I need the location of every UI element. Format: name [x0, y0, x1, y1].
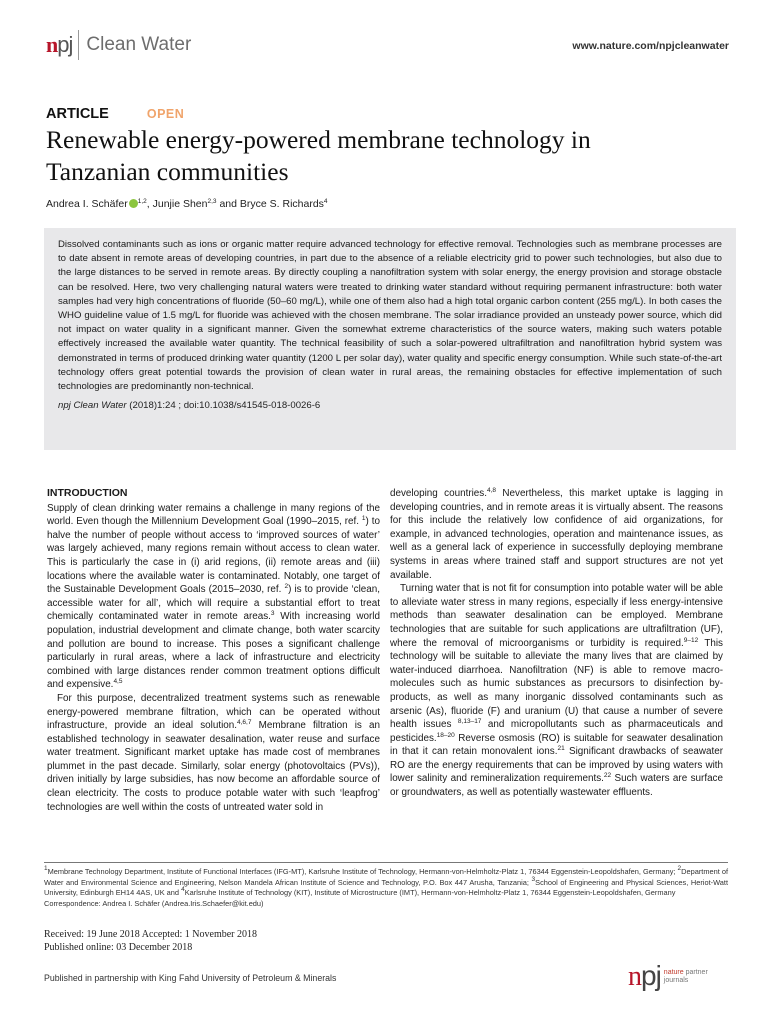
body-paragraph: developing countries.$^{4,8}$ Nevertheless, this market uptake is lagging in developing countries, and in remote areas it is virtually absent. The reasons for this include the relatively low confidence of aid organizations, for example, in advanced technologies, operation and maintenance issues, as well as a general lack of experience in successfully deploying membrane systems in areas where trained staff and support structures are not yet available.	[390, 487, 723, 581]
partnership-note: Published in partnership with King Fahd University of Petroleum & Minerals	[44, 973, 337, 983]
author-affiliation: 2,3	[207, 198, 217, 205]
received-accepted-dates: Received: 19 June 2018 Accepted: 1 November 2018	[44, 929, 257, 940]
author-separator: ,	[146, 198, 153, 210]
author-name[interactable]: Andrea I. Schäfer	[46, 198, 128, 210]
npj-logo: npj	[46, 32, 73, 57]
body-paragraph: For this purpose, decentralized treatment systems such as renewable energy-powered membrane filtration, which can be operated without infrastructure, provide an ideal solution.$^{4,6,7}$ Membrane filtration is an established technology in seawater desalination, water reuse and surface water treatment. Significant market uptake has made cost of membranes plummet in the past decade. Similarly, solar energy (photovoltaics (PVs)), driven initially by large subsidies, has now become an affordable source of clean electricity. The costs to produce potable water with such ‘leapfrog’ technologies are well within the costs of untreated water sold in	[47, 692, 380, 813]
citation-journal: npj Clean Water	[58, 400, 127, 412]
affiliations	[44, 867, 728, 909]
reference-link[interactable]: 21	[557, 745, 565, 753]
reference-link[interactable]: 4,5	[113, 678, 123, 686]
affiliation-text: $^1$Membrane Technology Department, Institute of Functional Interfaces (IFG-MT), Karlsruhe Institute of Technology, Hermann-von-Helmholtz-Platz 1, 76344 Eggenstein-Leopoldshafen, Germany; $^2$Department of Water and Environmental Science and Engineering, Nelson Mandela African Institute of Science and Technology, P.O. Box 447 Arusha, Tanzania; $^3$School of Engineering and Physical Sciences, Heriot-Watt University, Edinburgh EH14 4AS, UK and $^4$Karlsruhe Institute of Technology (KIT), Institute of Microstructure (IMT), Hermann-von-Helmholtz-Platz 1, 76344 Eggenstein-Leopoldshafen, Germany	[44, 865, 728, 898]
npj-footer-logo: npj	[628, 960, 661, 992]
logo-divider	[78, 30, 79, 60]
citation-doi[interactable]: (2018)1:24 ; doi:10.1038/s41545-018-0026-6	[126, 400, 321, 412]
published-date: Published online: 03 December 2018	[44, 941, 193, 953]
author-name[interactable]: Bryce S. Richards	[239, 198, 324, 210]
reference-link[interactable]: 4,6,7	[237, 719, 252, 727]
citation-line	[58, 400, 722, 411]
publication-dates	[44, 929, 257, 954]
abstract-text: Dissolved contaminants such as ions or organic matter require advanced technology for effective removal. Technologies such as membrane processes are to date absent in remote areas of developing countries, in part due to the absence of a reliable electricity grid to power such technologies, but also due to the large distances to be served in remote areas. By directly coupling a nanofiltration system with solar energy, the energy provision and storage obstacle can be resolved. Here, two very challenging natural waters were treated to drinking water standard without requiring permanent infrastructure: both water samples had very high concentrations of fluoride (50–60 mg/L), while one of them also had a high total organic carbon content (255 mg/L). In both cases the WHO guideline value of 1.5 mg/L for fluoride was achieved with the chosen membrane. The solar irradiance provided an unsteady power source, which did not impact on water quality in a significant manner. Given the somewhat extreme characteristics of the source waters, making such waters potable effectively increased the available water quantity. The technical feasibility of such a solar-powered ultrafiltration and nanofiltration hybrid system was demonstrated in terms of produced drinking water quantity (1200 L per solar day), water quality and specific energy consumption. While such state-of-the-art technology offers great potential towards the provision of clean water in rural areas, the remaining obstacles for effective implementation of such technologies are predominantly non-technical.	[58, 239, 722, 393]
body-column-left	[47, 487, 380, 814]
footnote-divider	[44, 862, 728, 863]
author-name[interactable]: Junjie Shen	[152, 198, 208, 210]
body-column-right	[390, 487, 723, 800]
journal-url-link[interactable]: www.nature.com/npjcleanwater	[572, 40, 729, 52]
body-paragraph: Turning water that is not fit for consumption into potable water will be able to alleviate water stress in many regions, especially if less energy-intensive methods than seawater desalination can be employed. Membrane technologies that are suitable for such applications are ultrafiltration (UF), where the removal of microorganisms or turbidity is required.$^{9-12}$ This technology will be suitable to alleviate the many lives that are claimed by water-induced diarrhoea. Nanofiltration (NF) is able to remove macro-molecules such as humic substances as precursors to disinfection by-products, as well as many inorganic dissolved contaminants such as arsenic (As), fluoride (F) and uranium (U) that cause a number of severe health issues $^{8,13-17}$ and micropollutants such as pharmaceuticals and pesticides.$^{18-20}$ Reverse osmosis (RO) is suitable for seawater desalination in that it can retain monovalent ions.$^{21}$ Significant drawbacks of seawater RO are the energy requirements that can be improved by using waters with lower salinity and remineralization requirements.$^{22}$ Such waters are surface or groundwaters, as well as potentially wastewater effluents.	[390, 583, 724, 799]
author-list	[46, 198, 328, 210]
abstract-box	[44, 228, 736, 450]
correspondence[interactable]: Correspondence: Andrea I. Schäfer (Andrea.Iris.Schaefer@kit.edu)	[44, 898, 264, 908]
reference-link[interactable]: 22	[603, 772, 612, 780]
article-type-row	[46, 106, 184, 122]
reference-link[interactable]: 8,13–17	[457, 718, 482, 726]
partner-journals-text: nature partner journals	[663, 968, 708, 984]
author-affiliation: 4	[323, 198, 328, 205]
open-access-badge: OPEN	[146, 107, 185, 121]
npj-partner-logo	[628, 962, 708, 991]
reference-link[interactable]: 4,8	[486, 487, 497, 494]
reference-link[interactable]: 9–12	[683, 636, 699, 644]
article-title: Renewable energy-powered membrane technology in Tanzanian communities	[46, 125, 591, 186]
journal-logo	[46, 30, 191, 60]
body-paragraph: Supply of clean drinking water remains a challenge in many regions of the world. Even though the Millennium Development Goal (1990–2015, ref. $^1$) to halve the number of people without access to ‘improved sources of water’ was largely achieved, many regions remain without access to clean water. This is particularly the case in (i) arid regions, (ii) remote areas and (iii) locations where the available water is contaminated. Notably, one target of the Sustainable Development Goals (2015–2030, ref. $^2$) is to provide ‘clean, accessible water for all’, which will require a substantial effort to treat chemically contaminated water in remote areas.$^3$ With increasing world population, industrial development and climate change, both water scarcity and pollution are bound to increase. This poses a significant challenge particularly in rural areas, where a lack of infrastructure and electricity combined with large distances render common treatment options difficult and expensive.$^{4,5}$	[47, 502, 380, 691]
article-type-label: ARTICLE	[46, 106, 109, 122]
author-separator: and	[216, 198, 240, 210]
orcid-icon[interactable]	[129, 199, 138, 208]
reference-link[interactable]: 3	[270, 610, 275, 618]
reference-link[interactable]: 18–20	[436, 731, 455, 739]
author-affiliation: 1,2	[137, 198, 147, 205]
section-heading: INTRODUCTION	[47, 487, 128, 499]
reference-link[interactable]: 2	[284, 583, 289, 591]
reference-link[interactable]: 1	[361, 515, 366, 523]
journal-name: Clean Water	[86, 34, 192, 55]
